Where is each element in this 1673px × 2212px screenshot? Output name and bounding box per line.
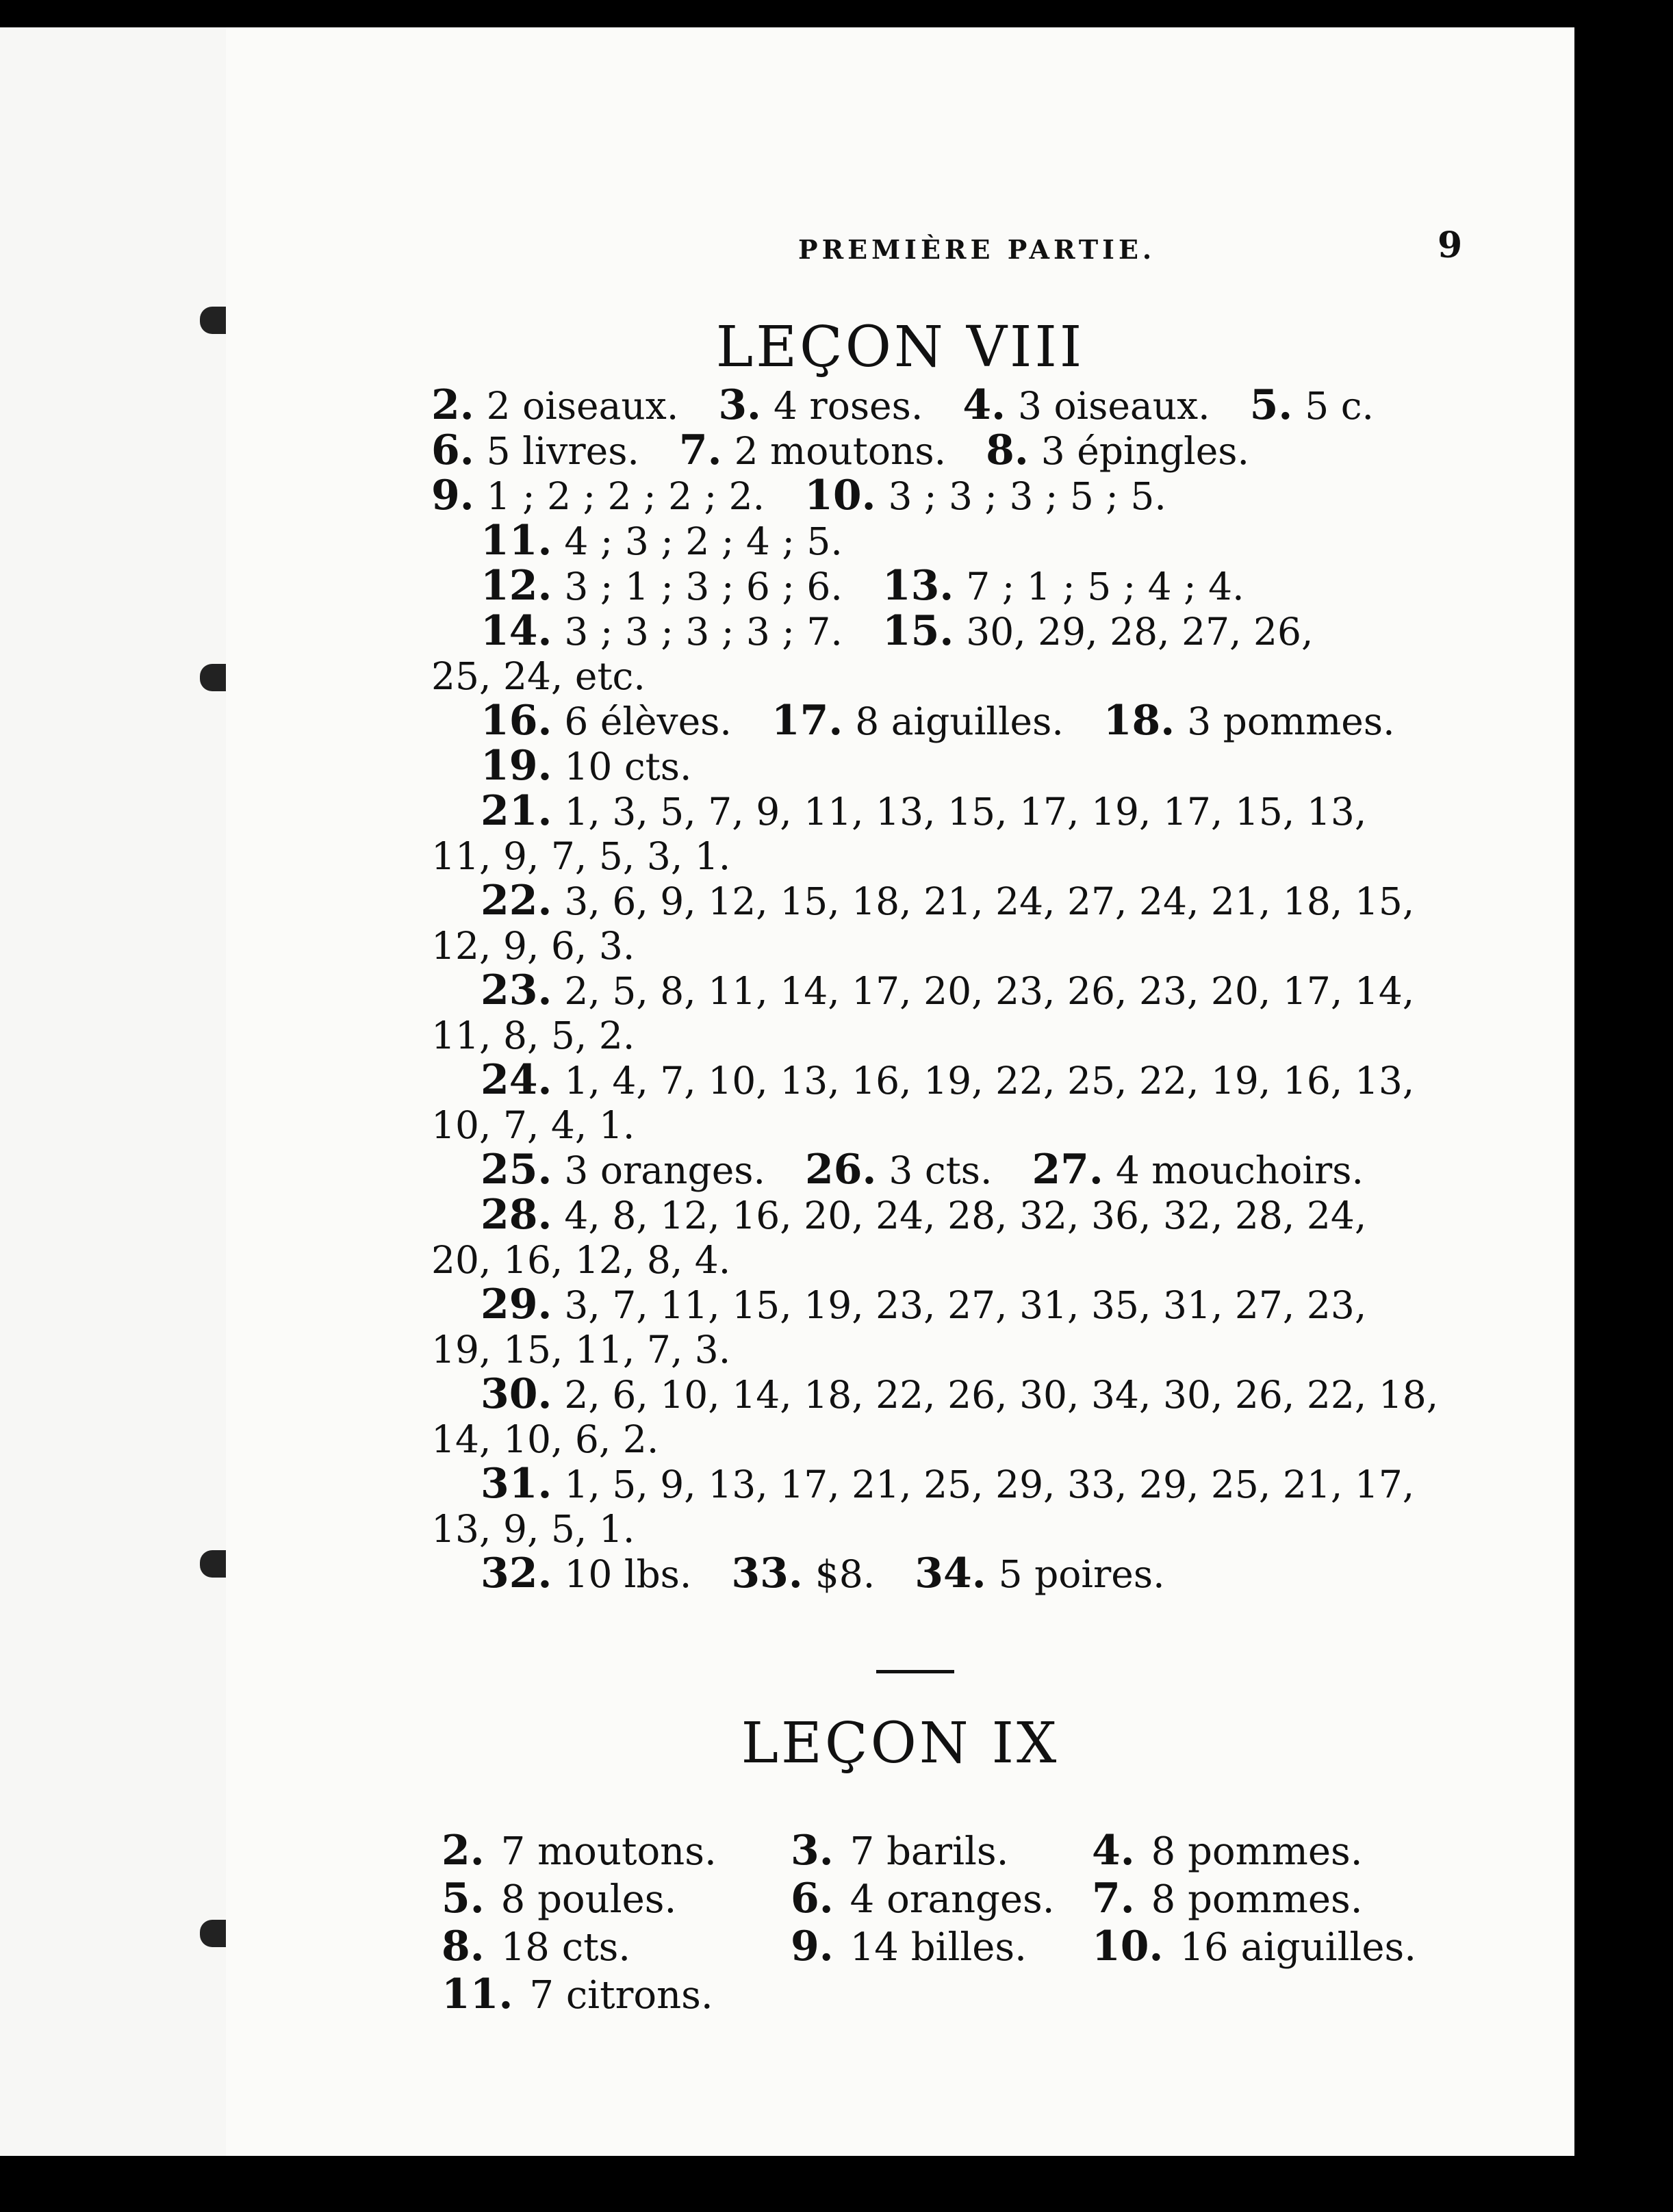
answer-item (442, 1827, 751, 1875)
exercise-number: 23. (481, 966, 552, 1014)
scan-border (1574, 27, 1673, 2156)
answer-text: 5 c. (1305, 384, 1375, 428)
answer-text: 3 oranges. (564, 1148, 765, 1192)
exercise-number: 11. (442, 1970, 513, 2018)
answer-item (481, 564, 843, 609)
facing-page-edge (0, 27, 227, 2156)
exercise-number: 28. (481, 1191, 552, 1239)
lesson-viii-title: LEÇON VIII (715, 315, 1085, 380)
exercise-number: 32. (481, 1549, 552, 1597)
answer-text: 8 aiguilles. (855, 699, 1064, 743)
answer-line (431, 1148, 1673, 1193)
answer-text: 4 ; 3 ; 2 ; 4 ; 5. (564, 519, 843, 563)
answer-item (481, 519, 843, 564)
answer-text: 4 roses. (773, 384, 923, 428)
answer-item (1092, 1875, 1388, 1923)
answer-text: 10, 7, 4, 1. (431, 1103, 635, 1147)
exercise-number: 2. (442, 1827, 485, 1875)
answer-line (431, 1103, 1673, 1148)
answer-item (431, 1417, 659, 1462)
exercise-number: 19. (481, 742, 552, 790)
answer-item (1092, 1971, 1388, 2019)
answer-text: 25, 24, etc. (431, 654, 646, 698)
lesson-viii-answers (431, 383, 1673, 1597)
exercise-number: 12. (481, 562, 552, 610)
exercise-number: 8. (986, 426, 1029, 474)
answer-item (1092, 1827, 1388, 1875)
answer-line (431, 744, 1673, 789)
exercise-number: 25. (481, 1146, 552, 1194)
answer-item (481, 879, 1414, 924)
exercise-number: 24. (481, 1056, 552, 1104)
answer-line (431, 383, 1673, 428)
answer-text: 3 pommes. (1187, 699, 1395, 743)
exercise-number: 34. (915, 1549, 986, 1597)
answer-text: 7 moutons. (500, 1829, 717, 1874)
answer-item (791, 1923, 1052, 1971)
answer-line (431, 1238, 1673, 1283)
answer-line (431, 1058, 1673, 1103)
answer-text: 6 élèves. (564, 699, 732, 743)
exercise-number: 21. (481, 787, 552, 835)
section-divider (876, 1670, 954, 1673)
answer-item (431, 654, 646, 699)
answer-line (431, 474, 1673, 519)
answer-item (442, 1971, 751, 2019)
answer-item (805, 1148, 992, 1193)
exercise-number: 17. (771, 697, 843, 745)
answer-line (431, 924, 1673, 968)
answer-text: 1 ; 2 ; 2 ; 2 ; 2. (486, 474, 765, 518)
answer-item (481, 1058, 1414, 1103)
answer-text: 5 livres. (486, 429, 639, 473)
answer-item (481, 789, 1366, 834)
answer-line (431, 699, 1673, 744)
answer-line (431, 834, 1673, 879)
answer-row (442, 1923, 1427, 1971)
answer-line (431, 1507, 1673, 1552)
answer-item (731, 1549, 876, 1597)
answer-item (431, 383, 678, 428)
exercise-number: 16. (481, 697, 552, 745)
answer-row (442, 1971, 1427, 2019)
answer-text: 12, 9, 6, 3. (431, 924, 635, 968)
answer-line (431, 1462, 1673, 1507)
exercise-number: 18. (1103, 697, 1175, 745)
exercise-number: 5. (442, 1875, 485, 1922)
page-number: 9 (1438, 224, 1463, 266)
answer-row (442, 1875, 1427, 1923)
answer-text: 20, 16, 12, 8, 4. (431, 1238, 731, 1282)
answer-text: 2, 6, 10, 14, 18, 22, 26, 30, 34, 30, 26, 22, 18, (564, 1373, 1439, 1417)
answer-text: 18 cts. (500, 1925, 631, 1970)
answer-text: 8 pommes. (1151, 1877, 1363, 1922)
exercise-number: 15. (882, 607, 954, 655)
answer-line (431, 428, 1673, 474)
exercise-number: 33. (731, 1549, 803, 1597)
answer-line (431, 1328, 1673, 1372)
answer-text: 3, 6, 9, 12, 15, 18, 21, 24, 27, 24, 21, 18, 15, (564, 879, 1415, 923)
answer-item (431, 924, 635, 968)
answer-text: 3 ; 1 ; 3 ; 6 ; 6. (564, 565, 843, 608)
exercise-number: 2. (431, 381, 474, 429)
answer-text: 4, 8, 12, 16, 20, 24, 28, 32, 36, 32, 28, 24, (564, 1194, 1367, 1237)
exercise-number: 6. (791, 1875, 834, 1922)
answer-item (481, 1148, 765, 1193)
answer-text: 3 ; 3 ; 3 ; 5 ; 5. (888, 474, 1166, 518)
answer-text: 4 mouchoirs. (1115, 1148, 1364, 1192)
answer-item (431, 474, 765, 519)
answer-line (431, 968, 1673, 1014)
answer-text: 8 poules. (500, 1877, 677, 1922)
answer-text: $8. (815, 1552, 876, 1596)
exercise-number: 26. (804, 1146, 877, 1194)
answer-row (442, 1827, 1427, 1875)
lesson-ix-answers (442, 1827, 1427, 2019)
answer-item (481, 1193, 1366, 1238)
answer-item (1103, 699, 1395, 744)
answer-item (882, 609, 1314, 654)
answer-line (431, 1193, 1673, 1238)
answer-item (481, 1283, 1366, 1328)
exercise-number: 9. (431, 472, 474, 519)
answer-text: 7 ; 1 ; 5 ; 4 ; 4. (966, 565, 1244, 608)
answer-line (431, 1014, 1673, 1058)
answer-text: 3 cts. (889, 1148, 993, 1192)
exercise-number: 5. (1249, 381, 1293, 429)
answer-text: 13, 9, 5, 1. (431, 1507, 635, 1551)
answer-text: 2 moutons. (734, 429, 947, 473)
answer-text: 14 billes. (850, 1925, 1027, 1970)
answer-line (431, 564, 1673, 609)
exercise-number: 6. (431, 426, 474, 474)
answer-text: 4 oranges. (850, 1877, 1055, 1922)
answer-text: 7 citrons. (529, 1973, 713, 2018)
answer-item (431, 428, 639, 474)
book-page (226, 27, 1574, 2156)
answer-item (431, 1238, 730, 1283)
answer-text: 30, 29, 28, 27, 26, (966, 610, 1314, 654)
exercise-number: 11. (481, 517, 552, 565)
answer-text: 7 barils. (850, 1829, 1009, 1874)
exercise-number: 9. (791, 1922, 834, 1970)
answer-item (481, 1549, 692, 1597)
answer-item (771, 699, 1064, 744)
answer-item (481, 968, 1414, 1014)
answer-item (481, 609, 843, 654)
answer-text: 1, 4, 7, 10, 13, 16, 19, 22, 25, 22, 19, 16, 13, (564, 1059, 1415, 1103)
exercise-number: 8. (442, 1922, 485, 1970)
answer-line (431, 654, 1673, 699)
answer-item (882, 564, 1244, 609)
answer-item (431, 834, 730, 879)
answer-line (431, 1417, 1673, 1462)
answer-item (442, 1875, 751, 1923)
answer-text: 5 poires. (998, 1552, 1165, 1596)
answer-line (431, 879, 1673, 924)
answer-item (962, 383, 1210, 428)
answer-item (1092, 1922, 1417, 1971)
exercise-number: 14. (481, 607, 552, 655)
answer-text: 2, 5, 8, 11, 14, 17, 20, 23, 26, 23, 20, 17, 14, (564, 969, 1415, 1013)
answer-text: 8 pommes. (1151, 1829, 1363, 1874)
answer-item (481, 1462, 1414, 1507)
answer-item (431, 1328, 730, 1372)
exercise-number: 7. (678, 426, 722, 474)
answer-item (1250, 383, 1374, 428)
answer-text: 14, 10, 6, 2. (431, 1417, 659, 1461)
answer-item (431, 1507, 635, 1552)
answer-item (804, 474, 1166, 519)
answer-text: 3, 7, 11, 15, 19, 23, 27, 31, 35, 31, 27, 23, (564, 1283, 1367, 1327)
answer-line (431, 609, 1673, 654)
exercise-number: 7. (1092, 1875, 1135, 1922)
answer-text: 2 oiseaux. (486, 384, 679, 428)
exercise-number: 3. (718, 381, 761, 429)
exercise-number: 10. (1092, 1922, 1164, 1970)
answer-item (481, 744, 691, 789)
exercise-number: 13. (882, 562, 954, 610)
answer-item (431, 1014, 635, 1058)
answer-line (431, 519, 1673, 564)
answer-text: 11, 9, 7, 5, 3, 1. (431, 834, 731, 878)
answer-item (481, 1372, 1438, 1417)
exercise-number: 31. (481, 1460, 552, 1508)
answer-text: 3 épingles. (1040, 429, 1250, 473)
answer-line (431, 1283, 1673, 1328)
answer-item (718, 383, 923, 428)
exercise-number: 4. (1092, 1827, 1135, 1875)
answer-text: 11, 8, 5, 2. (431, 1014, 635, 1057)
answer-item (791, 1875, 1055, 1923)
exercise-number: 29. (481, 1281, 552, 1328)
answer-item (431, 1103, 635, 1148)
answer-text: 10 lbs. (564, 1552, 692, 1596)
answer-line (431, 789, 1673, 834)
answer-text: 10 cts. (564, 745, 692, 788)
answer-text: 1, 3, 5, 7, 9, 11, 13, 15, 17, 19, 17, 15, 13, (564, 790, 1367, 834)
answer-item (791, 1971, 1052, 2019)
answer-item (915, 1549, 1165, 1597)
answer-line (431, 1549, 1673, 1597)
exercise-number: 30. (481, 1370, 552, 1418)
answer-item (481, 699, 732, 744)
exercise-number: 10. (804, 472, 876, 519)
exercise-number: 27. (1032, 1146, 1103, 1194)
answer-text: 3 oiseaux. (1017, 384, 1210, 428)
answer-item (986, 428, 1249, 474)
exercise-number: 4. (962, 381, 1006, 429)
answer-text: 19, 15, 11, 7, 3. (431, 1328, 731, 1372)
answer-text: 3 ; 3 ; 3 ; 3 ; 7. (564, 610, 843, 654)
exercise-number: 22. (481, 877, 552, 925)
lesson-ix-title: LEÇON IX (741, 1711, 1060, 1776)
exercise-number: 3. (791, 1827, 834, 1875)
answer-text: 16 aiguilles. (1179, 1925, 1417, 1970)
running-head: PREMIÈRE PARTIE. (798, 234, 1156, 265)
answer-item (679, 428, 946, 474)
answer-item (791, 1827, 1052, 1875)
answer-text: 1, 5, 9, 13, 17, 21, 25, 29, 33, 29, 25, 21, 17, (564, 1463, 1415, 1506)
answer-item (442, 1923, 751, 1971)
answer-line (431, 1372, 1673, 1417)
answer-item (1032, 1148, 1363, 1193)
